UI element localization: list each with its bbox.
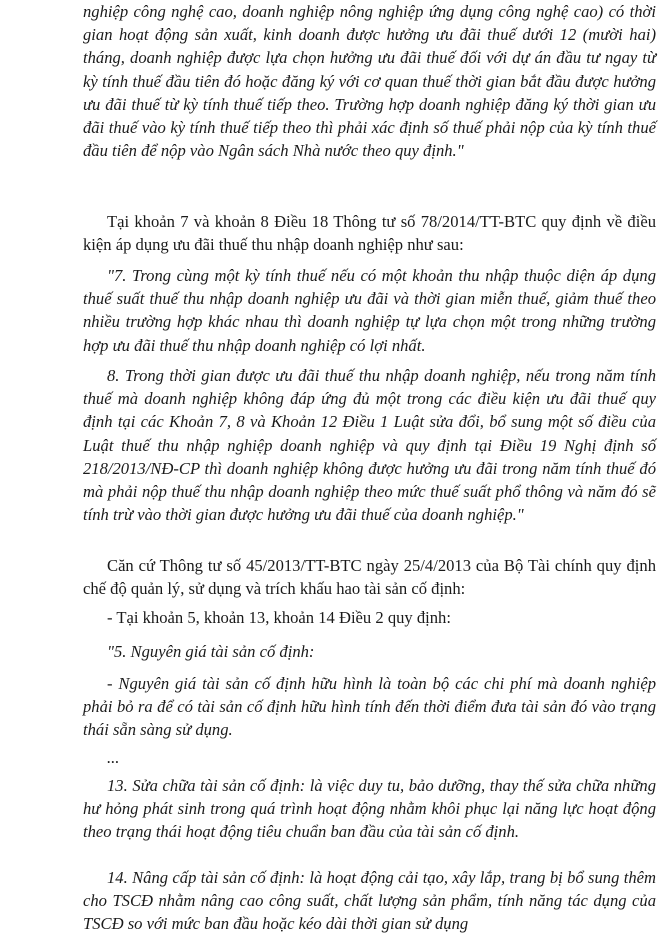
paragraph-ellipsis: ...: [107, 748, 120, 767]
paragraph-clause-13-repair: 13. Sửa chữa tài sản cố định: là việc duy tu, bảo dưỡng, thay thế sửa chữa những hư hỏng phát sinh trong quá trình hoạt động nhằm khôi phục lại năng lực hoạt động theo trạng thái hoạt động tiêu chuẩn ban đầu của tài sản cố định.: [83, 776, 656, 842]
paragraph-clause-7: "7. Trong cùng một kỳ tính thuế nếu có một khoản thu nhập thuộc diện áp dụng thuế suất thuế thu nhập doanh nghiệp ưu đãi và thời gian miễn thuế, giảm thuế theo nhiều trường hợp khác nhau thì doanh nghiệp tự lựa chọn một trong những trường hợp ưu đãi thuế thu nhập doanh nghiệp có lợi nhất.: [83, 266, 656, 355]
paragraph-circular-78-reference: Tại khoản 7 và khoản 8 Điều 18 Thông tư số 78/2014/TT-BTC quy định về điều kiện áp dụng ưu đãi thuế thu nhập doanh nghiệp như sau:: [83, 212, 656, 255]
paragraph-investment-incentive-continuation: nghiệp công nghệ cao, doanh nghiệp nông nghiệp ứng dụng công nghệ cao) có thời gian hoạt động sản xuất, kinh doanh được hưởng ưu đãi thuế dưới 12 (mười hai) tháng, doanh nghiệp được lựa chọn hưởng ưu đãi thuế đối với dự án đầu tư ngay từ kỳ tính thuế đầu tiên đó hoặc đăng ký với cơ quan thuế thời gian bắt đầu được hưởng ưu đãi thuế từ kỳ tính thuế tiếp theo. Trường hợp doanh nghiệp đăng ký thời gian ưu đãi thuế vào kỳ tính thuế tiếp theo thì phải xác định số thuế phải nộp của kỳ tính thuế đầu tiên để nộp vào Ngân sách Nhà nước theo quy định.": [83, 2, 656, 161]
paragraph-circular-45-reference: Căn cứ Thông tư số 45/2013/TT-BTC ngày 25/4/2013 của Bộ Tài chính quy định chế độ quản lý, sử dụng và trích khấu hao tài sản cố định:: [83, 556, 656, 599]
paragraph-tangible-asset-cost: - Nguyên giá tài sản cố định hữu hình là toàn bộ các chi phí mà doanh nghiệp phải bỏ ra để có tài sản cố định hữu hình tính đến thời điểm đưa tài sản đó vào trạng thái sẵn sàng sử dụng.: [83, 674, 656, 740]
paragraph-article-2-clauses: - Tại khoản 5, khoản 13, khoản 14 Điều 2 quy định:: [107, 608, 451, 627]
paragraph-clause-14-upgrade: 14. Nâng cấp tài sản cố định: là hoạt động cải tạo, xây lắp, trang bị bổ sung thêm cho TSCĐ nhằm nâng cao công suất, chất lượng sản phẩm, tính năng tác dụng của TSCĐ so với mức ban đầu hoặc kéo dài thời gian sử dụng: [83, 868, 656, 934]
paragraph-original-cost-heading: "5. Nguyên giá tài sản cố định:: [107, 642, 315, 661]
paragraph-clause-8: 8. Trong thời gian được ưu đãi thuế thu nhập doanh nghiệp, nếu trong năm tính thuế mà doanh nghiệp không đáp ứng đủ một trong các điều kiện ưu đãi thuế quy định tại các Khoản 7, 8 và Khoản 12 Điều 1 Luật sửa đổi, bổ sung một số điều của Luật thuế thu nhập nghiệp doanh nghiệp và quy định tại Điều 19 Nghị định số 218/2013/NĐ-CP thì doanh nghiệp không được hưởng ưu đãi trong năm tính thuế đó mà phải nộp thuế thu nhập doanh nghiệp theo mức thuế suất phổ thông và năm đó sẽ tính trừ vào thời gian được hưởng ưu đãi thuế của doanh nghiệp.": [83, 366, 656, 525]
